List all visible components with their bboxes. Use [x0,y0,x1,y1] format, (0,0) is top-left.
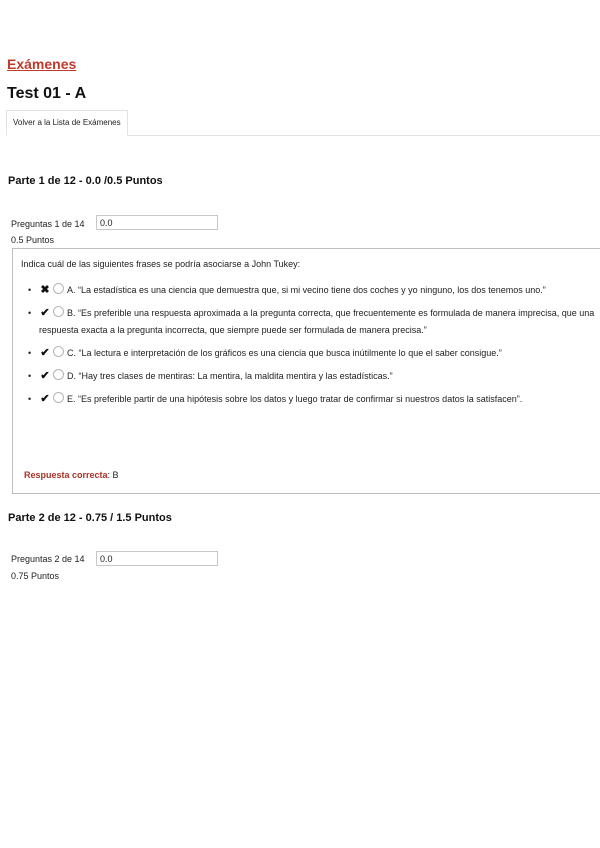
bullet: • [28,285,32,295]
option-d-radio[interactable] [53,369,64,380]
question-1-prompt: Indica cuál de las siguientes frases se podría asociarse a John Tukey: [21,259,301,269]
tab-back-to-exam-list[interactable]: Volver a la Lista de Exámenes [6,110,128,136]
option-a-text: A. “La estadística es una ciencia que demuestra que, si mi vecino tiene dos coches y yo ninguno, los dos tenemos uno.” [67,285,546,295]
incorrect-mark-icon: ✖ [40,284,50,296]
correct-mark-icon: ✔ [40,307,50,319]
option-b-radio[interactable] [53,306,64,317]
correct-mark-icon: ✔ [40,370,50,382]
correct-answer [24,470,119,480]
correct-answer-value: : B [107,470,119,480]
question-1-score-input[interactable] [96,215,218,230]
option-b [25,305,600,339]
part-2-header: Parte 2 de 12 - 0.75 / 1.5 Puntos [8,512,172,524]
option-e [25,391,600,408]
question-2-points: 0.75 Puntos [11,571,60,581]
question-1-points: 0.5 Puntos [11,235,55,245]
option-d-text: D. “Hay tres clases de mentiras: La mentira, la maldita mentira y las estadísticas.” [67,371,393,381]
option-b-text: B. “Es preferible una respuesta aproximada a la pregunta correcta, que frecuentemente es formulada de manera imprecisa, que una respuesta exacta a la pregunta incorrecta, que siempre puede ser formulada de manera precisa.” [39,308,595,335]
page-title: Test 01 - A [7,85,87,102]
option-a [25,282,600,299]
option-c-radio[interactable] [53,346,64,357]
tab-bar [6,110,600,136]
correct-mark-icon: ✔ [40,393,50,405]
option-c-text: C. “La lectura e interpretación de los gráficos es una ciencia que busca inútilmente lo que el saber consigue.” [67,348,502,358]
option-c [25,345,600,362]
option-e-text: E. “Es preferible partir de una hipótesis sobre los datos y luego tratar de confirmar si nuestros datos la satisfacen”. [67,394,523,404]
option-a-radio[interactable] [53,283,64,294]
question-1-label: Preguntas 1 de 14 [11,219,85,229]
option-d [25,368,600,385]
bullet: • [28,348,32,358]
correct-answer-label: Respuesta correcta [24,470,108,480]
correct-mark-icon: ✔ [40,347,50,359]
option-e-radio[interactable] [53,392,64,403]
bullet: • [28,371,32,381]
question-2-score-input[interactable] [96,551,218,566]
question-2-label: Preguntas 2 de 14 [11,554,85,564]
bullet: • [28,308,32,318]
part-1-header: Parte 1 de 12 - 0.0 /0.5 Puntos [8,175,163,187]
question-1-options [25,282,600,414]
bullet: • [28,394,32,404]
question-1-box [12,248,600,494]
breadcrumb-examenes-link[interactable]: Exámenes [7,56,77,72]
